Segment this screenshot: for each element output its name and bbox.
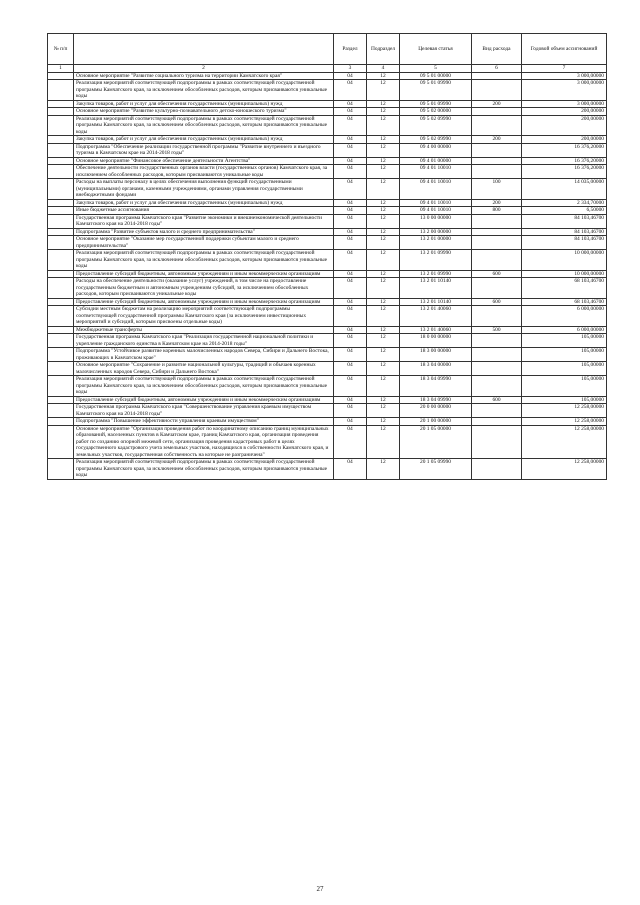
cell-amount: 200,00000 <box>522 108 607 116</box>
cell-podrazdel: 12 <box>367 115 400 136</box>
cell-name: Закупка товаров, работ и услуг для обеспечения государственных (муниципальных) нужд <box>74 100 334 108</box>
table-row <box>48 326 607 334</box>
cell-razdel: 04 <box>334 270 367 278</box>
cell-vr <box>472 72 522 80</box>
cell-razdel: 04 <box>334 72 367 80</box>
cell-amount: 16 376,20000 <box>522 165 607 179</box>
cell-razdel: 04 <box>334 136 367 144</box>
cell-amount: 200,00000 <box>522 115 607 136</box>
cell-razdel: 04 <box>334 199 367 207</box>
cell-name: Закупка товаров, работ и услуг для обеспечения государственных (муниципальных) нужд <box>74 199 334 207</box>
cell-podrazdel: 12 <box>367 418 400 426</box>
cell-target: 18 3 00 00000 <box>400 348 472 362</box>
cell-name: Реализация мероприятий соответствующей подпрограммы в рамках соответствующей государственной программы Камчатского края, за исключением обособленных расходов, которым присваиваются уникальные коды <box>74 80 334 101</box>
cell-target: 09 5 01 09990 <box>400 80 472 101</box>
table-header-row <box>48 34 607 65</box>
table-row <box>48 199 607 207</box>
cell-name: Основное мероприятие "Развитие культурно-познавательного детско-юношеского туризма" <box>74 108 334 116</box>
table-row <box>48 270 607 278</box>
cell-vr <box>472 362 522 376</box>
cell-name: Расходы на выплаты персоналу в целях обеспечения выполнения функций государственными (муниципальными) органами, казенными учреждениями, органами управления государственными внебюджетными фондами <box>74 179 334 200</box>
cell-vr: 600 <box>472 270 522 278</box>
column-number: 6 <box>472 65 522 73</box>
cell-podrazdel: 12 <box>367 306 400 327</box>
cell-target: 18 3 04 09990 <box>400 376 472 397</box>
cell-num <box>48 306 74 327</box>
cell-target: 13 2 01 09990 <box>400 250 472 271</box>
cell-razdel: 04 <box>334 334 367 348</box>
cell-name: Государственная программа Камчатского края "Совершенствование управления краевым имуществом Камчатского края на 2014-2018 годы" <box>74 404 334 418</box>
header-expense-type: Вид расхода <box>472 34 522 65</box>
cell-vr: 500 <box>472 326 522 334</box>
column-number: 7 <box>522 65 607 73</box>
table-row <box>48 136 607 144</box>
cell-num <box>48 199 74 207</box>
cell-target: 13 2 01 00000 <box>400 236 472 250</box>
cell-razdel: 04 <box>334 298 367 306</box>
cell-razdel: 04 <box>334 362 367 376</box>
cell-target: 18 0 00 00000 <box>400 334 472 348</box>
table-row <box>48 348 607 362</box>
header-amount: Годовой объем ассигнований <box>522 34 607 65</box>
cell-num <box>48 236 74 250</box>
cell-target: 09 4 01 10010 <box>400 165 472 179</box>
cell-name: Основное мероприятие "Развитие социального туризма на территории Камчатского края" <box>74 72 334 80</box>
table-row <box>48 404 607 418</box>
cell-razdel: 04 <box>334 100 367 108</box>
cell-num <box>48 143 74 157</box>
cell-target: 13 2 01 10140 <box>400 278 472 299</box>
cell-name: Реализация мероприятий соответствующей подпрограммы в рамках соответствующей государственной программы Камчатского края, за исключением обособленных расходов, которым присваиваются уникальные коды <box>74 250 334 271</box>
cell-podrazdel: 12 <box>367 270 400 278</box>
header-podrazdel: Подраздел <box>367 34 400 65</box>
cell-vr: 200 <box>472 136 522 144</box>
cell-target: 18 3 04 00000 <box>400 362 472 376</box>
column-number-row <box>48 65 607 73</box>
table-row <box>48 362 607 376</box>
cell-podrazdel: 12 <box>367 376 400 397</box>
cell-amount: 84 103,46700 <box>522 228 607 236</box>
cell-amount: 105,00000 <box>522 334 607 348</box>
cell-target: 13 2 01 10140 <box>400 298 472 306</box>
cell-razdel: 04 <box>334 348 367 362</box>
cell-vr <box>472 143 522 157</box>
cell-podrazdel: 12 <box>367 143 400 157</box>
cell-vr <box>472 278 522 299</box>
cell-num <box>48 459 74 480</box>
cell-num <box>48 425 74 459</box>
cell-podrazdel: 12 <box>367 334 400 348</box>
cell-podrazdel: 12 <box>367 207 400 215</box>
cell-amount: 105,00000 <box>522 376 607 397</box>
cell-vr <box>472 165 522 179</box>
cell-podrazdel: 12 <box>367 80 400 101</box>
column-number: 5 <box>400 65 472 73</box>
cell-num <box>48 157 74 165</box>
cell-num <box>48 165 74 179</box>
header-num: № п/п <box>48 34 74 65</box>
cell-name: Основное мероприятие "Финансовое обеспечение деятельности Агентства" <box>74 157 334 165</box>
table-row <box>48 278 607 299</box>
cell-name: Подпрограмма "Развитие субъектов малого и среднего предпринимательства" <box>74 228 334 236</box>
cell-razdel: 04 <box>334 80 367 101</box>
table-row <box>48 306 607 327</box>
cell-amount: 6 000,00000 <box>522 326 607 334</box>
cell-razdel: 04 <box>334 459 367 480</box>
cell-amount: 105,00000 <box>522 396 607 404</box>
cell-vr <box>472 108 522 116</box>
cell-num <box>48 207 74 215</box>
cell-name: Основное мероприятие "Организация проведения работ по координатному описанию границ муниципальных образований, населенных пунктов в Камчатском крае, границ Камчатского края, организация проведения работ по созданию опорной межевой сети, организация проведения кадастровых работ в целях государственного кадастрового учета земельных участков, находящихся в собственности Камчатского края, и земельных участков, государственная собственность на которые не разграничена" <box>74 425 334 459</box>
cell-vr <box>472 236 522 250</box>
cell-podrazdel: 12 <box>367 362 400 376</box>
cell-num <box>48 404 74 418</box>
cell-target: 20 1 05 09990 <box>400 459 472 480</box>
cell-amount: 84 103,46700 <box>522 214 607 228</box>
header-target: Целевая статья <box>400 34 472 65</box>
cell-target: 13 2 01 09990 <box>400 270 472 278</box>
cell-podrazdel: 12 <box>367 179 400 200</box>
cell-podrazdel: 12 <box>367 199 400 207</box>
cell-num <box>48 396 74 404</box>
cell-target: 09 5 02 09990 <box>400 115 472 136</box>
cell-name: Подпрограмма "Обеспечение реализации государственной программы "Развитие внутреннего и въездного туризма в Камчатском крае на 2014-2018 годы" <box>74 143 334 157</box>
cell-amount: 12 258,00000 <box>522 459 607 480</box>
cell-vr <box>472 376 522 397</box>
cell-name: Основное мероприятие "Оказание мер государственной поддержки субъектам малого и среднего предпринимательства" <box>74 236 334 250</box>
cell-vr <box>472 250 522 271</box>
cell-podrazdel: 12 <box>367 72 400 80</box>
cell-podrazdel: 12 <box>367 459 400 480</box>
table-body <box>48 72 607 479</box>
table-row <box>48 179 607 200</box>
cell-target: 09 4 01 10010 <box>400 199 472 207</box>
cell-amount: 3 000,00000 <box>522 72 607 80</box>
cell-razdel: 04 <box>334 418 367 426</box>
cell-target: 09 5 01 09990 <box>400 100 472 108</box>
cell-vr: 600 <box>472 298 522 306</box>
cell-razdel: 04 <box>334 179 367 200</box>
cell-podrazdel: 12 <box>367 348 400 362</box>
cell-amount: 200,00000 <box>522 136 607 144</box>
cell-target: 09 4 00 00000 <box>400 143 472 157</box>
cell-razdel: 04 <box>334 404 367 418</box>
column-number: 2 <box>74 65 334 73</box>
cell-razdel: 04 <box>334 425 367 459</box>
cell-podrazdel: 12 <box>367 157 400 165</box>
column-number: 4 <box>367 65 400 73</box>
cell-num <box>48 376 74 397</box>
cell-name: Предоставление субсидий бюджетным, автономным учреждениям и иным некоммерческим организациям <box>74 270 334 278</box>
cell-num <box>48 136 74 144</box>
cell-name: Субсидии местным бюджетам на реализацию мероприятий соответствующей подпрограммы соответствующей государственной программы Камчатского края (за исключением инвестиционных мероприятий и субсидий, которым присвоены отдельные коды) <box>74 306 334 327</box>
table-row <box>48 80 607 101</box>
cell-num <box>48 250 74 271</box>
cell-amount: 84 103,46700 <box>522 236 607 250</box>
cell-razdel: 04 <box>334 165 367 179</box>
cell-name: Предоставление субсидий бюджетным, автономным учреждениям и иным некоммерческим организациям <box>74 396 334 404</box>
cell-name: Основное мероприятие "Сохранение и развитие национальной культуры, традиций и обычаев коренных малочисленных народов Севера, Сибири и Дальнего Востока" <box>74 362 334 376</box>
cell-razdel: 04 <box>334 396 367 404</box>
cell-num <box>48 418 74 426</box>
cell-amount: 14 035,00000 <box>522 179 607 200</box>
cell-vr <box>472 80 522 101</box>
cell-amount: 3 000,00000 <box>522 100 607 108</box>
table-row <box>48 72 607 80</box>
cell-vr <box>472 306 522 327</box>
cell-vr <box>472 459 522 480</box>
cell-num <box>48 100 74 108</box>
cell-num <box>48 278 74 299</box>
cell-podrazdel: 12 <box>367 396 400 404</box>
table-row <box>48 157 607 165</box>
cell-vr <box>472 348 522 362</box>
cell-num <box>48 108 74 116</box>
cell-podrazdel: 12 <box>367 136 400 144</box>
cell-name: Реализация мероприятий соответствующей подпрограммы в рамках соответствующей государственной программы Камчатского края, за исключением обособленных расходов, которым присваиваются уникальные коды <box>74 376 334 397</box>
cell-razdel: 04 <box>334 326 367 334</box>
cell-target: 09 5 02 09990 <box>400 136 472 144</box>
header-razdel: Раздел <box>334 34 367 65</box>
cell-target: 13 0 00 00000 <box>400 214 472 228</box>
cell-amount: 3 000,00000 <box>522 80 607 101</box>
cell-num <box>48 326 74 334</box>
table-row <box>48 459 607 480</box>
cell-podrazdel: 12 <box>367 228 400 236</box>
cell-razdel: 04 <box>334 278 367 299</box>
cell-target: 09 5 01 00000 <box>400 72 472 80</box>
column-number: 3 <box>334 65 367 73</box>
cell-amount: 68 103,46700 <box>522 278 607 299</box>
cell-target: 20 1 05 00000 <box>400 425 472 459</box>
cell-num <box>48 72 74 80</box>
cell-name: Государственная программа Камчатского края "Реализация государственной национальной политики и укрепление гражданского единства в Камчатском крае на 2014-2018 годы" <box>74 334 334 348</box>
cell-podrazdel: 12 <box>367 165 400 179</box>
cell-num <box>48 298 74 306</box>
cell-amount: 16 376,20000 <box>522 143 607 157</box>
cell-amount: 6 000,00000 <box>522 306 607 327</box>
cell-name: Межбюджетные трансферты <box>74 326 334 334</box>
cell-razdel: 04 <box>334 376 367 397</box>
cell-vr <box>472 214 522 228</box>
table-row <box>48 165 607 179</box>
cell-podrazdel: 12 <box>367 108 400 116</box>
cell-target: 09 5 02 00000 <box>400 108 472 116</box>
cell-num <box>48 115 74 136</box>
cell-razdel: 04 <box>334 250 367 271</box>
cell-num <box>48 179 74 200</box>
cell-target: 13 2 01 40060 <box>400 306 472 327</box>
cell-vr: 100 <box>472 179 522 200</box>
cell-vr <box>472 228 522 236</box>
cell-vr <box>472 404 522 418</box>
table-row <box>48 115 607 136</box>
table-row <box>48 108 607 116</box>
cell-name: Государственная программа Камчатского края "Развитие экономики и внешнеэкономической деятельности Камчатского края на 2014-2018 годы" <box>74 214 334 228</box>
cell-amount: 2 334,70000 <box>522 199 607 207</box>
cell-vr: 800 <box>472 207 522 215</box>
table-row <box>48 236 607 250</box>
cell-num <box>48 80 74 101</box>
cell-num <box>48 348 74 362</box>
budget-table <box>47 33 607 480</box>
cell-vr <box>472 334 522 348</box>
cell-razdel: 04 <box>334 108 367 116</box>
cell-razdel: 04 <box>334 228 367 236</box>
cell-podrazdel: 12 <box>367 298 400 306</box>
cell-num <box>48 228 74 236</box>
cell-razdel: 04 <box>334 306 367 327</box>
cell-amount: 6,50000 <box>522 207 607 215</box>
cell-num <box>48 270 74 278</box>
cell-razdel: 04 <box>334 143 367 157</box>
cell-target: 13 2 00 00000 <box>400 228 472 236</box>
cell-amount: 16 376,20000 <box>522 157 607 165</box>
cell-razdel: 04 <box>334 236 367 250</box>
table-row <box>48 376 607 397</box>
table-row <box>48 143 607 157</box>
cell-razdel: 04 <box>334 207 367 215</box>
table-row <box>48 418 607 426</box>
cell-name: Подпрограмма "Повышение эффективности управления краевым имуществом" <box>74 418 334 426</box>
table-row <box>48 228 607 236</box>
cell-num <box>48 334 74 348</box>
cell-razdel: 04 <box>334 157 367 165</box>
table-row <box>48 396 607 404</box>
cell-name: Обеспечение деятельности государственных органов власти (государственных органов) Камчатского края, за исключением обособленных расходов, которым присваиваются уникальные коды <box>74 165 334 179</box>
header-name <box>74 34 334 65</box>
cell-target: 09 4 01 00000 <box>400 157 472 165</box>
cell-amount: 10 000,00000 <box>522 250 607 271</box>
cell-name: Расходы на обеспечение деятельности (оказание услуг) учреждений, в том числе на предоставление государственным бюджетным и автономным учреждениям субсидий, за исключением обособленных расходов, которым присваиваются уникальные коды <box>74 278 334 299</box>
cell-target: 13 2 01 40060 <box>400 326 472 334</box>
table-row <box>48 214 607 228</box>
cell-amount: 12 258,00000 <box>522 404 607 418</box>
cell-podrazdel: 12 <box>367 278 400 299</box>
cell-num <box>48 214 74 228</box>
cell-amount: 105,00000 <box>522 362 607 376</box>
cell-target: 18 3 04 09990 <box>400 396 472 404</box>
cell-target: 09 4 01 10010 <box>400 179 472 200</box>
table-row <box>48 334 607 348</box>
table-row <box>48 298 607 306</box>
page-number: 27 <box>316 885 324 893</box>
cell-name: Иные бюджетные ассигнования <box>74 207 334 215</box>
cell-target: 09 4 01 10010 <box>400 207 472 215</box>
cell-podrazdel: 12 <box>367 214 400 228</box>
cell-target: 20 1 00 00000 <box>400 418 472 426</box>
cell-podrazdel: 12 <box>367 100 400 108</box>
cell-amount: 12 258,00000 <box>522 418 607 426</box>
cell-razdel: 04 <box>334 214 367 228</box>
cell-vr <box>472 115 522 136</box>
cell-razdel: 04 <box>334 115 367 136</box>
cell-amount: 105,00000 <box>522 348 607 362</box>
cell-name: Закупка товаров, работ и услуг для обеспечения государственных (муниципальных) нужд <box>74 136 334 144</box>
column-number: 1 <box>48 65 74 73</box>
table-row <box>48 207 607 215</box>
cell-name: Предоставление субсидий бюджетным, автономным учреждениям и иным некоммерческим организациям <box>74 298 334 306</box>
cell-podrazdel: 12 <box>367 250 400 271</box>
cell-num <box>48 362 74 376</box>
cell-vr <box>472 157 522 165</box>
cell-target: 20 0 00 00000 <box>400 404 472 418</box>
table-row <box>48 425 607 459</box>
cell-vr <box>472 418 522 426</box>
cell-podrazdel: 12 <box>367 236 400 250</box>
table-row <box>48 250 607 271</box>
cell-name: Реализация мероприятий соответствующей подпрограммы в рамках соответствующей государственной программы Камчатского края, за исключением обособленных расходов, которым присваиваются уникальные коды <box>74 115 334 136</box>
cell-podrazdel: 12 <box>367 425 400 459</box>
cell-vr: 600 <box>472 396 522 404</box>
table-row <box>48 100 607 108</box>
cell-amount: 10 000,00000 <box>522 270 607 278</box>
cell-vr: 200 <box>472 100 522 108</box>
cell-podrazdel: 12 <box>367 404 400 418</box>
cell-name: Подпрограмма "Устойчивое развитие коренных малочисленных народов Севера, Сибири и Дальнего Востока, проживающих в Камчатском крае" <box>74 348 334 362</box>
cell-name: Реализация мероприятий соответствующей подпрограммы в рамках соответствующей государственной программы Камчатского края, за исключением обособленных расходов, которым присваиваются уникальные коды <box>74 459 334 480</box>
cell-amount: 68 103,46700 <box>522 298 607 306</box>
cell-vr <box>472 425 522 459</box>
cell-vr: 200 <box>472 199 522 207</box>
cell-amount: 12 258,00000 <box>522 425 607 459</box>
cell-podrazdel: 12 <box>367 326 400 334</box>
